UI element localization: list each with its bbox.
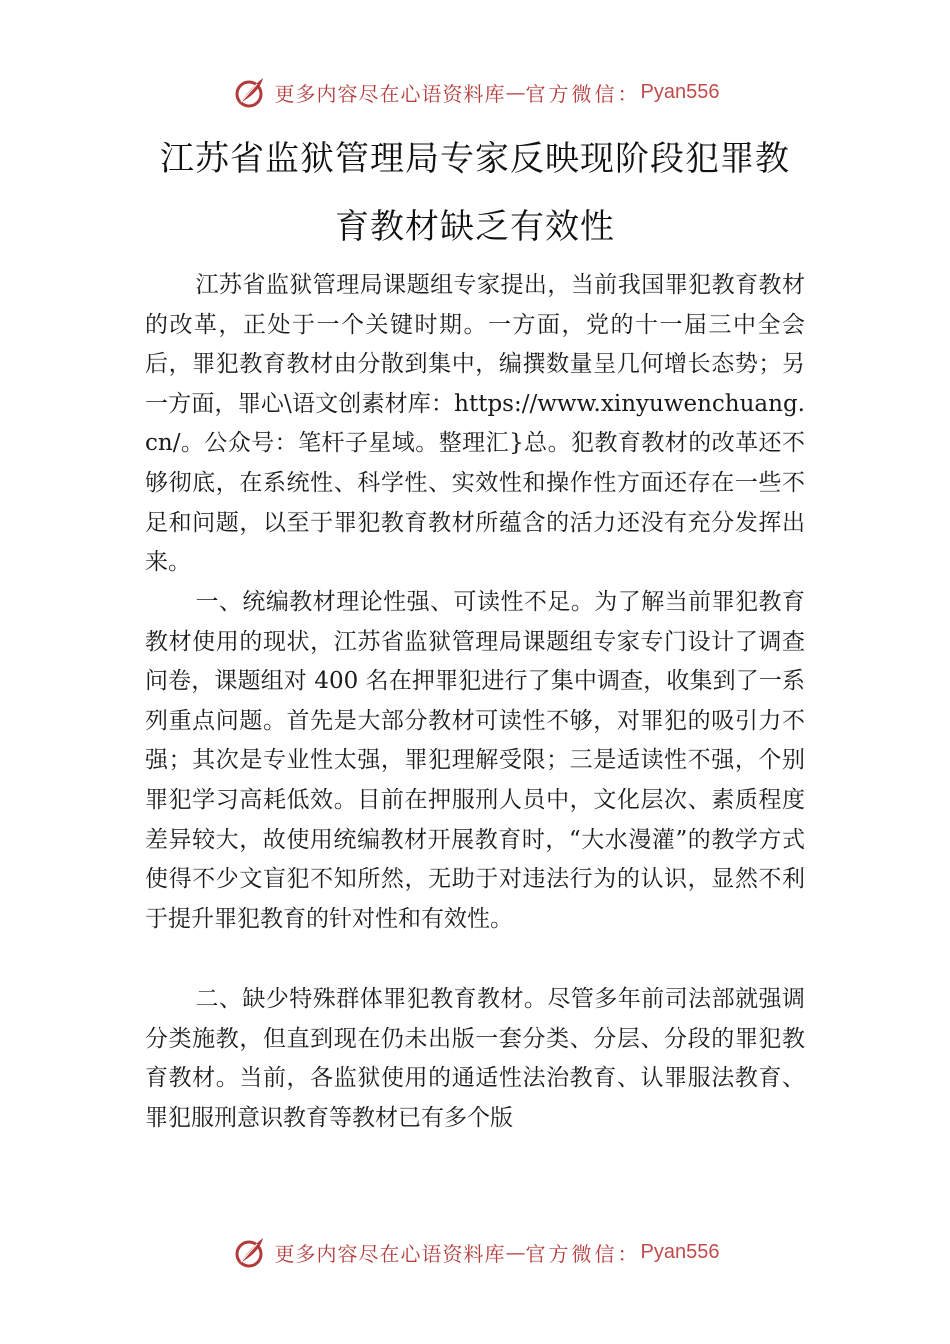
feather-pen-logo-icon	[231, 74, 267, 110]
banner-wechat-label: 官方微信：	[525, 1241, 641, 1266]
paragraph-1-text: 江苏省监狱管理局课题组专家提出，当前我国罪犯教育教材的改革，正处于一个关键时期。一方面，党的十一届三中全会后，罪犯教育教材由分散到集中，编撰数量呈几何增长态势；另一方面，罪心\语文创素材库：https://www.xinyuwenchuang.cn/。公众号：笔杆子星域。整理汇}总。犯教育教材的改革还不够彻底，在系统性、科学性、实效性和操作性方面还存在一些不足和问题，以至于罪犯教育教材所蕴含的活力还没有充分发挥出来。	[145, 272, 805, 576]
banner-separator: —	[505, 80, 526, 104]
footer-banner	[0, 1232, 950, 1272]
feather-pen-logo-icon	[231, 1234, 267, 1270]
banner-text: 更多内容尽在心语资料库	[274, 81, 506, 106]
paragraph-2	[145, 583, 805, 939]
paragraph-1	[145, 266, 805, 583]
banner-wechat-id: Pyan556	[640, 1240, 720, 1263]
banner-wechat-id: Pyan556	[640, 80, 720, 103]
document-title-line-1: 江苏省监狱管理局专家反映现阶段犯罪教	[160, 139, 790, 179]
paragraph-2-text: 一、统编教材理论性强、可读性不足。为了解当前罪犯教育教材使用的现状，江苏省监狱管理局课题组专家专门设计了调查问卷，课题组对 400 名在押罪犯进行了集中调查，收集到了一系列重点问题。首先是大部分教材可读性不够，对罪犯的吸引力不强；其次是专业性太强，罪犯理解受限；三是适读性不强，个别罪犯学习高耗低效。目前在押服刑人员中，文化层次、素质程度差异较大，故使用统编教材开展教育时，“大水漫灌”的教学方式使得不少文盲犯不知所然，无助于对违法行为的认识，显然不利于提升罪犯教育的针对性和有效性。	[145, 589, 805, 932]
banner-wechat-label: 官方微信：	[525, 81, 641, 106]
document-title-line-2: 育教材缺乏有效性	[335, 207, 615, 247]
banner-text: 更多内容尽在心语资料库	[274, 1241, 506, 1266]
paragraph-3-text: 二、缺少特殊群体罪犯教育教材。尽管多年前司法部就强调分类施教，但直到现在仍未出版一套分类、分层、分段的罪犯教育教材。当前，各监狱使用的通适性法治教育、认罪服法教育、罪犯服刑意识教育等教材已有多个版	[145, 986, 805, 1131]
banner-separator: —	[505, 1240, 526, 1264]
header-banner	[0, 72, 950, 112]
paragraph-3	[145, 980, 805, 1138]
